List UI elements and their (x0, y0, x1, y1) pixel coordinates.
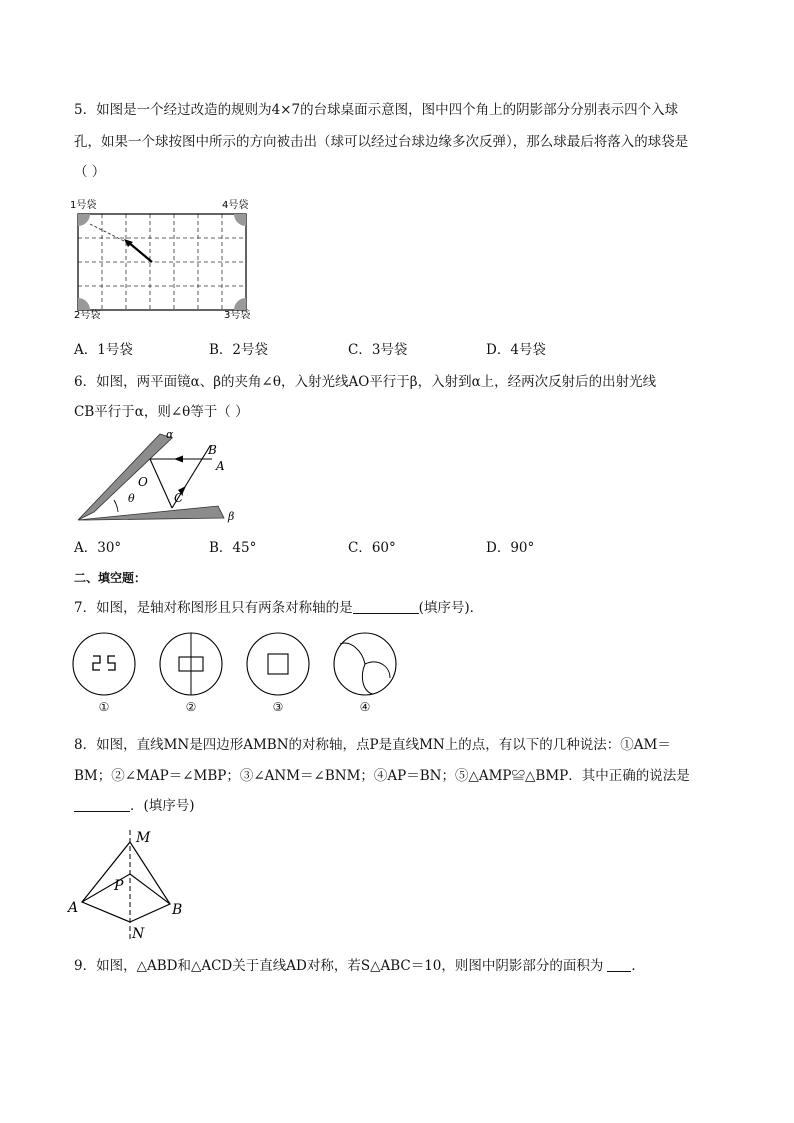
point-p-label: P (114, 878, 124, 894)
mirror-beta (78, 506, 224, 520)
q8-line-2: BM；②∠MAP＝∠MBP；③∠ANM＝∠BNM；④AP＝BN；⑤△AMP≌△BMP．其中正确的说法是 (74, 768, 690, 784)
q7-text-pre: 7．如图，是轴对称图形且只有两条对称轴的是 (74, 600, 353, 616)
pocket-2-shade (78, 298, 90, 310)
section-2-title: 二、填空题： (74, 571, 147, 585)
q7-text-post: (填序号)． (418, 600, 484, 616)
q7-caption-2: ② (185, 700, 197, 714)
q5-line-2: 孔，如果一个球按图中所示的方向被击出（球可以经过台球边缘多次反弹），那么球最后将落入的球袋是 (74, 134, 689, 150)
q7-caption-1: ① (98, 700, 110, 714)
figure-1 (73, 633, 135, 695)
point-m-label: M (136, 830, 151, 846)
pocket-4-shade (234, 214, 246, 226)
q6-option-a: A．30° (74, 540, 122, 556)
cue-arrow (128, 242, 152, 262)
q8-text-post: ．(填序号) (130, 798, 195, 814)
pocket-4-label: 4号袋 (222, 200, 249, 211)
figure-2 (160, 633, 222, 695)
q5-option-b: B．2号袋 (209, 342, 269, 358)
point-a-label: A (216, 459, 225, 473)
pocket-1-shade (78, 214, 90, 226)
ray-ao-arrow (174, 456, 183, 463)
q6-option-b: B．45° (209, 540, 257, 556)
q6-option-c: C．60° (348, 540, 396, 556)
ray-oc (150, 459, 172, 508)
point-c-label: C (174, 491, 184, 505)
quad-ambn (82, 842, 170, 922)
q5-option-d: D．4号袋 (486, 342, 546, 358)
pocket-3-label: 3号袋 (224, 310, 251, 321)
q6-line-2: CB平行于α，则∠θ等于（ ） (74, 404, 249, 420)
alpha-label: α (166, 428, 174, 441)
pocket-1-label: 1号袋 (70, 200, 97, 211)
theta-arc (114, 500, 118, 512)
q8-line-1: 8．如图，直线MN是四边形AMBN的对称轴，点P是直线MN上的点，有以下的几种说法：①AM＝ (74, 737, 671, 753)
shot-direction-dashed (90, 224, 126, 242)
q5-line-1: 5．如图是一个经过改造的规则为4×7的台球桌面示意图，图中四个角上的阴影部分分别表示四个入球 (74, 102, 679, 118)
billiard-table-figure (66, 196, 266, 324)
q9-text-pre: 9．如图，△ABD和△ACD关于直线AD对称，若S△ABC＝10，则图中阴影部分的面积为 (74, 958, 604, 974)
q7-caption-3: ③ (272, 700, 284, 714)
point-n-label: N (132, 926, 145, 942)
point-b-label: B (172, 902, 183, 918)
q9-line (74, 956, 645, 976)
table-grid (78, 214, 246, 310)
q5-option-a: A．1号袋 (74, 342, 133, 358)
q6-option-d: D．90° (486, 540, 535, 556)
point-o-label: O (138, 475, 148, 489)
segment-bp (130, 874, 170, 904)
q8-quadrilateral-figure (66, 826, 196, 944)
beta-label: β (228, 510, 235, 523)
q8-answer-blank[interactable] (74, 797, 130, 812)
pocket-2-label: 2号袋 (74, 310, 101, 321)
q9-answer-blank[interactable] (607, 957, 631, 972)
point-b-label: B (208, 443, 217, 457)
theta-label: θ (128, 492, 135, 505)
q8-line-3 (74, 796, 195, 816)
q7-figures (72, 632, 408, 696)
q6-line-1: 6．如图，两平面镜α、β的夹角∠θ，入射光线AO平行于β，入射到α上，经两次反射后的出射光线 (74, 374, 657, 390)
pocket-3-shade (234, 298, 246, 310)
figure-4 (334, 633, 396, 695)
mirror-figure (74, 428, 244, 526)
q5-line-3: （ ） (74, 164, 106, 180)
q9-text-post: ． (631, 958, 645, 974)
figure-3 (247, 633, 309, 695)
point-a-label: A (68, 900, 79, 916)
q5-option-c: C．3号袋 (348, 342, 408, 358)
q7-line (74, 598, 483, 618)
q7-answer-blank[interactable] (353, 599, 419, 614)
q7-caption-4: ④ (359, 700, 371, 714)
